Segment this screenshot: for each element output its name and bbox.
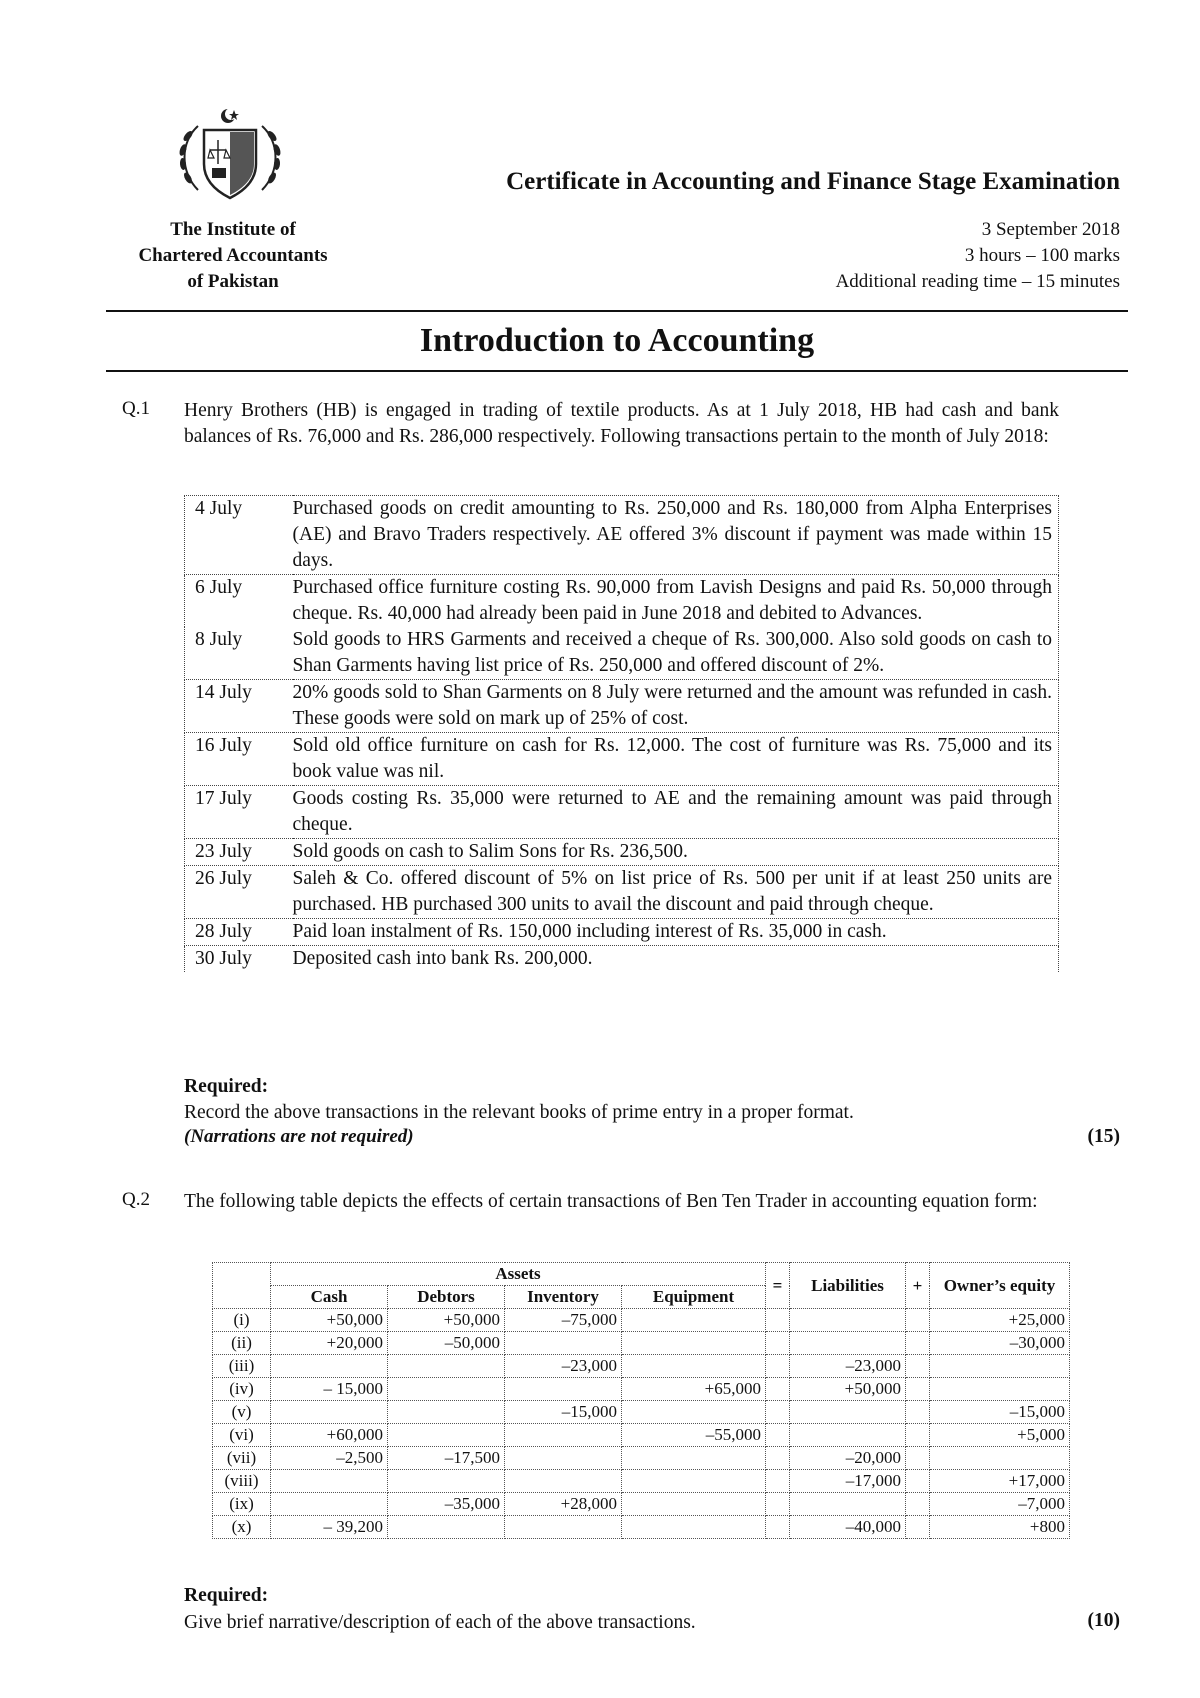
table-row bbox=[213, 1332, 1070, 1355]
plus-gap-cell bbox=[906, 1516, 930, 1539]
equipment-cell bbox=[622, 1447, 766, 1470]
required-note: (Narrations are not required) bbox=[184, 1126, 414, 1147]
paper-title: Introduction to Accounting bbox=[419, 322, 815, 359]
transaction-date: 4 July bbox=[185, 496, 293, 575]
exam-meta bbox=[640, 217, 1120, 295]
table-row bbox=[213, 1516, 1070, 1539]
table-row bbox=[213, 1309, 1070, 1332]
table-row bbox=[185, 866, 1059, 919]
transaction-date: 23 July bbox=[185, 839, 293, 866]
equity-cell: +5,000 bbox=[930, 1424, 1070, 1447]
inventory-cell bbox=[505, 1470, 622, 1493]
transaction-date: 6 July bbox=[185, 575, 293, 628]
plus-gap-cell bbox=[906, 1355, 930, 1378]
equipment-cell: +65,000 bbox=[622, 1378, 766, 1401]
cash-cell: +50,000 bbox=[271, 1309, 388, 1332]
debtors-cell bbox=[388, 1424, 505, 1447]
cash-cell bbox=[271, 1401, 388, 1424]
liabilities-cell: –40,000 bbox=[790, 1516, 906, 1539]
plus-sign: + bbox=[906, 1263, 930, 1309]
plus-gap-cell bbox=[906, 1424, 930, 1447]
institute-name-line: The Institute of bbox=[170, 219, 296, 240]
cash-cell: +60,000 bbox=[271, 1424, 388, 1447]
inventory-cell bbox=[505, 1332, 622, 1355]
required-text: Give brief narrative/description of each of the above transactions. bbox=[184, 1612, 696, 1633]
table-row bbox=[185, 839, 1059, 866]
table-row bbox=[213, 1355, 1070, 1378]
debtors-cell bbox=[388, 1378, 505, 1401]
cash-cell bbox=[271, 1493, 388, 1516]
inventory-cell bbox=[505, 1447, 622, 1470]
plus-gap-cell bbox=[906, 1470, 930, 1493]
cash-cell: – 39,200 bbox=[271, 1516, 388, 1539]
icap-crest-logo bbox=[168, 106, 292, 206]
equipment-cell: –55,000 bbox=[622, 1424, 766, 1447]
question-number: Q.2 bbox=[122, 1189, 150, 1210]
transaction-description: Deposited cash into bank Rs. 200,000. bbox=[293, 946, 1059, 973]
row-label: (ii) bbox=[213, 1332, 271, 1355]
cash-cell: –2,500 bbox=[271, 1447, 388, 1470]
equity-cell bbox=[930, 1378, 1070, 1401]
debtors-cell bbox=[388, 1401, 505, 1424]
accounting-equation-table bbox=[212, 1262, 1070, 1539]
transaction-date: 30 July bbox=[185, 946, 293, 973]
row-label: (ix) bbox=[213, 1493, 271, 1516]
equipment-cell bbox=[622, 1332, 766, 1355]
equipment-header: Equipment bbox=[622, 1286, 766, 1309]
liabilities-cell bbox=[790, 1332, 906, 1355]
equals-gap-cell bbox=[766, 1309, 790, 1332]
divider bbox=[106, 370, 1128, 372]
table-row bbox=[185, 733, 1059, 786]
equipment-cell bbox=[622, 1493, 766, 1516]
cash-header: Cash bbox=[271, 1286, 388, 1309]
table-row bbox=[185, 919, 1059, 946]
transaction-date: 16 July bbox=[185, 733, 293, 786]
table-row bbox=[213, 1493, 1070, 1516]
transaction-date: 8 July bbox=[185, 627, 293, 680]
equipment-cell bbox=[622, 1309, 766, 1332]
transaction-date: 14 July bbox=[185, 680, 293, 733]
table-row bbox=[185, 496, 1059, 575]
table-row bbox=[185, 946, 1059, 973]
cash-cell bbox=[271, 1355, 388, 1378]
equals-gap-cell bbox=[766, 1470, 790, 1493]
marks-badge: (10) bbox=[1087, 1610, 1120, 1631]
plus-gap-cell bbox=[906, 1493, 930, 1516]
inventory-cell: –23,000 bbox=[505, 1355, 622, 1378]
reading-time: Additional reading time – 15 minutes bbox=[835, 271, 1120, 292]
plus-gap-cell bbox=[906, 1447, 930, 1470]
equals-gap-cell bbox=[766, 1493, 790, 1516]
equals-gap-cell bbox=[766, 1447, 790, 1470]
row-label: (vii) bbox=[213, 1447, 271, 1470]
institute-name-line: of Pakistan bbox=[187, 271, 279, 292]
inventory-cell: +28,000 bbox=[505, 1493, 622, 1516]
equity-cell: +25,000 bbox=[930, 1309, 1070, 1332]
required-text: Record the above transactions in the relevant books of prime entry in a proper format. bbox=[184, 1102, 854, 1123]
equals-gap-cell bbox=[766, 1378, 790, 1401]
equity-cell: +800 bbox=[930, 1516, 1070, 1539]
plus-gap-cell bbox=[906, 1332, 930, 1355]
transaction-description: Sold goods on cash to Salim Sons for Rs. 236,500. bbox=[293, 839, 1059, 866]
row-label: (viii) bbox=[213, 1470, 271, 1493]
inventory-cell bbox=[505, 1424, 622, 1447]
table-row bbox=[213, 1424, 1070, 1447]
cash-cell: – 15,000 bbox=[271, 1378, 388, 1401]
question-intro: The following table depicts the effects of certain transactions of Ben Ten Trader in accounting equation form: bbox=[184, 1191, 1038, 1212]
table-row bbox=[213, 1378, 1070, 1401]
liabilities-cell bbox=[790, 1424, 906, 1447]
transaction-description: Purchased office furniture costing Rs. 90,000 from Lavish Designs and paid Rs. 50,000 through cheque. Rs. 40,000 had already been paid in June 2018 and debited to Advances. bbox=[293, 575, 1059, 628]
exam-title: Certificate in Accounting and Finance Stage Examination bbox=[506, 168, 1120, 195]
crescent-star-icon bbox=[221, 108, 239, 123]
table-row bbox=[185, 680, 1059, 733]
equity-cell: –15,000 bbox=[930, 1401, 1070, 1424]
liabilities-cell bbox=[790, 1309, 906, 1332]
row-label: (iii) bbox=[213, 1355, 271, 1378]
question-number: Q.1 bbox=[122, 398, 150, 419]
row-label: (i) bbox=[213, 1309, 271, 1332]
table-row bbox=[185, 575, 1059, 628]
equity-cell bbox=[930, 1355, 1070, 1378]
transaction-date: 17 July bbox=[185, 786, 293, 839]
equipment-cell bbox=[622, 1401, 766, 1424]
table-row bbox=[213, 1401, 1070, 1424]
inventory-cell bbox=[505, 1378, 622, 1401]
institute-name bbox=[100, 217, 366, 295]
equals-gap-cell bbox=[766, 1516, 790, 1539]
shield-icon bbox=[204, 130, 256, 198]
transaction-description: Sold old office furniture on cash for Rs. 12,000. The cost of furniture was Rs. 75,000 and its book value was nil. bbox=[293, 733, 1059, 786]
marks-badge: (15) bbox=[1087, 1126, 1120, 1147]
transaction-description: Sold goods to HRS Garments and received a cheque of Rs. 300,000. Also sold goods on cash to Shan Garments having list price of Rs. 250,000 and offered discount of 2%. bbox=[293, 627, 1059, 680]
equals-gap-cell bbox=[766, 1355, 790, 1378]
debtors-cell: –35,000 bbox=[388, 1493, 505, 1516]
transaction-description: Purchased goods on credit amounting to Rs. 250,000 and Rs. 180,000 from Alpha Enterprises (AE) and Bravo Traders respectively. AE offered 3% discount if payment was made within 15 days. bbox=[293, 496, 1059, 575]
equals-gap-cell bbox=[766, 1332, 790, 1355]
cash-cell bbox=[271, 1470, 388, 1493]
transaction-date: 26 July bbox=[185, 866, 293, 919]
plus-gap-cell bbox=[906, 1401, 930, 1424]
debtors-cell bbox=[388, 1355, 505, 1378]
row-label: (vi) bbox=[213, 1424, 271, 1447]
transaction-date: 28 July bbox=[185, 919, 293, 946]
liabilities-cell: –23,000 bbox=[790, 1355, 906, 1378]
inventory-cell bbox=[505, 1516, 622, 1539]
plus-gap-cell bbox=[906, 1378, 930, 1401]
liabilities-cell: –17,000 bbox=[790, 1470, 906, 1493]
debtors-cell bbox=[388, 1470, 505, 1493]
question-intro: Henry Brothers (HB) is engaged in trading of textile products. As at 1 July 2018, HB had cash and bank balances of Rs. 76,000 and Rs. 286,000 respectively. Following transactions pertain to the month of July 2018: bbox=[184, 400, 1059, 447]
equipment-cell bbox=[622, 1470, 766, 1493]
liabilities-cell: –20,000 bbox=[790, 1447, 906, 1470]
debtors-cell: +50,000 bbox=[388, 1309, 505, 1332]
inventory-cell: –75,000 bbox=[505, 1309, 622, 1332]
transaction-description: Paid loan instalment of Rs. 150,000 including interest of Rs. 35,000 in cash. bbox=[293, 919, 1059, 946]
equals-gap-cell bbox=[766, 1401, 790, 1424]
assets-header: Assets bbox=[271, 1263, 766, 1286]
required-label: Required: bbox=[184, 1076, 269, 1097]
required-label: Required: bbox=[184, 1585, 269, 1606]
table-row bbox=[185, 627, 1059, 680]
transaction-description: 20% goods sold to Shan Garments on 8 July were returned and the amount was refunded in cash. These goods were sold on mark up of 25% of cost. bbox=[293, 680, 1059, 733]
row-label: (x) bbox=[213, 1516, 271, 1539]
liabilities-cell: +50,000 bbox=[790, 1378, 906, 1401]
inventory-cell: –15,000 bbox=[505, 1401, 622, 1424]
debtors-cell bbox=[388, 1516, 505, 1539]
liabilities-cell bbox=[790, 1401, 906, 1424]
liabilities-header: Liabilities bbox=[790, 1263, 906, 1309]
debtors-header: Debtors bbox=[388, 1286, 505, 1309]
table-row bbox=[185, 786, 1059, 839]
debtors-cell: –17,500 bbox=[388, 1447, 505, 1470]
equipment-cell bbox=[622, 1516, 766, 1539]
equity-cell: –30,000 bbox=[930, 1332, 1070, 1355]
plus-gap-cell bbox=[906, 1309, 930, 1332]
equity-cell: +17,000 bbox=[930, 1470, 1070, 1493]
table-row bbox=[213, 1447, 1070, 1470]
cash-cell: +20,000 bbox=[271, 1332, 388, 1355]
institute-name-line: Chartered Accountants bbox=[138, 245, 328, 266]
divider bbox=[106, 310, 1128, 312]
liabilities-cell bbox=[790, 1493, 906, 1516]
equals-sign: = bbox=[766, 1263, 790, 1309]
equipment-cell bbox=[622, 1355, 766, 1378]
equity-cell: –7,000 bbox=[930, 1493, 1070, 1516]
row-label: (iv) bbox=[213, 1378, 271, 1401]
table-row bbox=[213, 1470, 1070, 1493]
transaction-description: Goods costing Rs. 35,000 were returned to AE and the remaining amount was paid through cheque. bbox=[293, 786, 1059, 839]
transaction-description: Saleh & Co. offered discount of 5% on list price of Rs. 500 per unit if at least 250 units are purchased. HB purchased 300 units to avail the discount and paid through cheque. bbox=[293, 866, 1059, 919]
exam-duration: 3 hours – 100 marks bbox=[964, 245, 1120, 266]
row-label: (v) bbox=[213, 1401, 271, 1424]
equals-gap-cell bbox=[766, 1424, 790, 1447]
transactions-table bbox=[184, 495, 1059, 972]
debtors-cell: –50,000 bbox=[388, 1332, 505, 1355]
table-header-row bbox=[213, 1263, 1070, 1286]
owners-equity-header: Owner’s equity bbox=[930, 1263, 1070, 1309]
exam-date: 3 September 2018 bbox=[981, 219, 1120, 240]
inventory-header: Inventory bbox=[505, 1286, 622, 1309]
equity-cell bbox=[930, 1447, 1070, 1470]
